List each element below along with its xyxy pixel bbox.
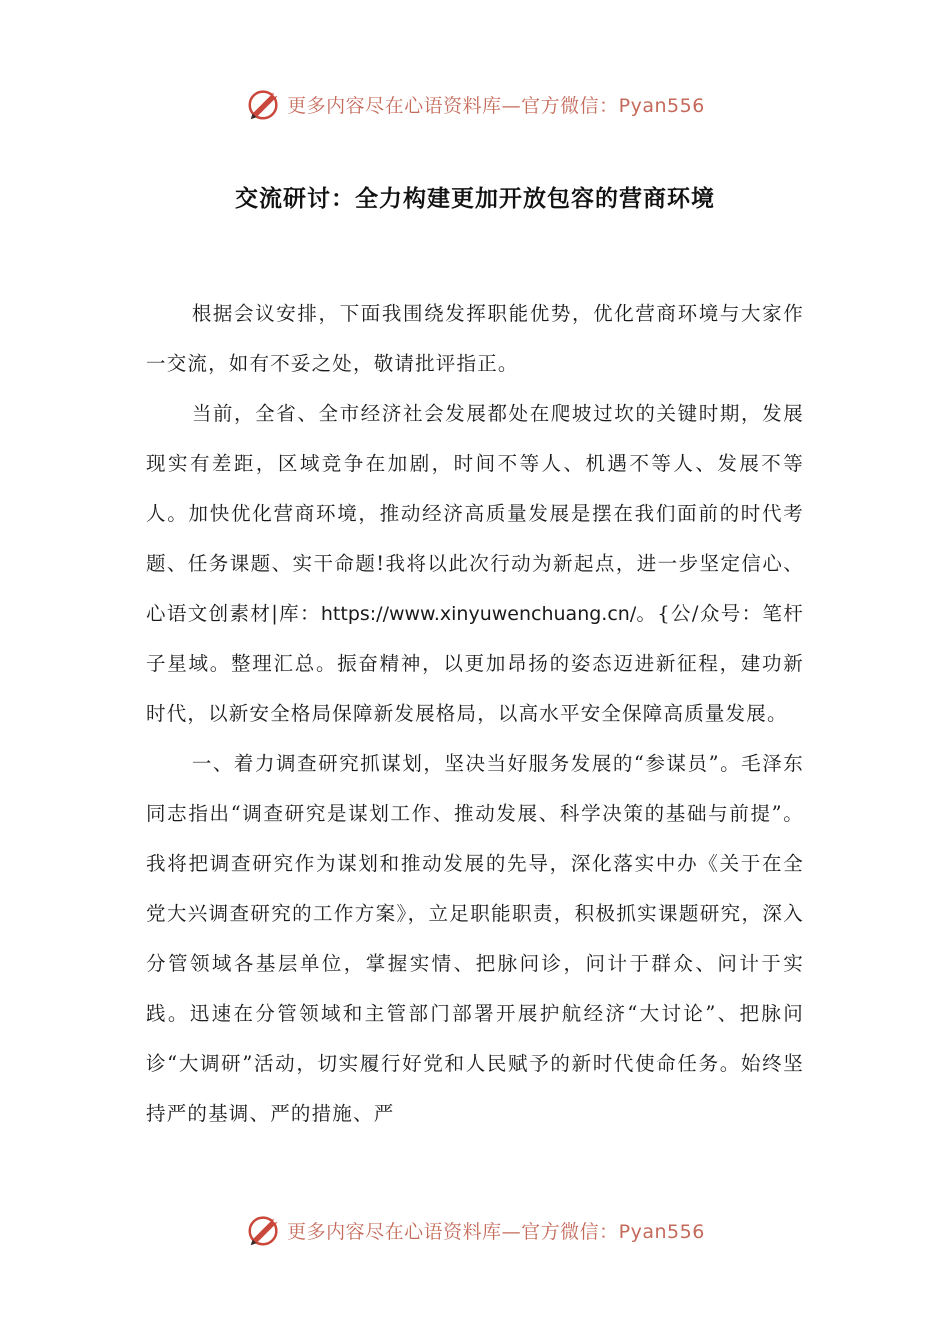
pen-logo-icon — [245, 1211, 283, 1249]
page-title: 交流研讨：全力构建更加开放包容的营商环境 — [235, 185, 715, 212]
header-wechat-id: Pyan556 — [618, 94, 705, 117]
pen-logo-icon — [245, 85, 283, 123]
paragraph-current-situation: 当前，全省、全市经济社会发展都处在爬坡过坎的关键时期，发展现实有差距，区域竞争在加剧，时间不等人、机遇不等人、发展不等人。加快优化营商环境，推动经济高质量发展是摆在我们面前的时代考题、任务课题、实干命题!我将以此次行动为新起点，进一步坚定信心、心语文创素材|库：https://www.xinyuwenchuang.cn/。{公/众号：笔杆子星域。整理汇总。振奋精神，以更加昂扬的姿态迈进新征程，建功新时代，以新安全格局保障新发展格局，以高水平安全保障高质量发展。 — [146, 402, 805, 725]
article-body — [146, 289, 804, 1139]
header-banner-text: 更多内容尽在心语资料库—官方微信：Pyan556 — [287, 94, 705, 117]
footer-banner-text: 更多内容尽在心语资料库—官方微信：Pyan556 — [287, 1220, 705, 1243]
paragraph-intro: 根据会议安排，下面我围绕发挥职能优势，优化营商环境与大家作一交流，如有不妥之处，敬请批评指正。 — [146, 302, 804, 375]
footer-wechat-id: Pyan556 — [618, 1220, 705, 1243]
paragraph-section-one: 一、着力调查研究抓谋划，坚决当好服务发展的“参谋员”。毛泽东同志指出“调查研究是谋划工作、推动发展、科学决策的基础与前提”。我将把调查研究作为谋划和推动发展的先导，深化落实中办《关于在全党大兴调查研究的工作方案》，立足职能职责，积极抓实课题研究，深入分管领域各基层单位，掌握实情、把脉问诊，问计于群众、问计于实践。迅速在分管领域和主管部门部署开展护航经济“大讨论”、把脉问诊“大调研”活动，切实履行好党和人民赋予的新时代使命任务。始终坚持严的基调、严的措施、严 — [146, 752, 804, 1125]
header-banner — [0, 82, 950, 126]
footer-banner — [0, 1208, 950, 1252]
source-url: https://www.xinyuwenchuang.cn/ — [320, 603, 637, 625]
